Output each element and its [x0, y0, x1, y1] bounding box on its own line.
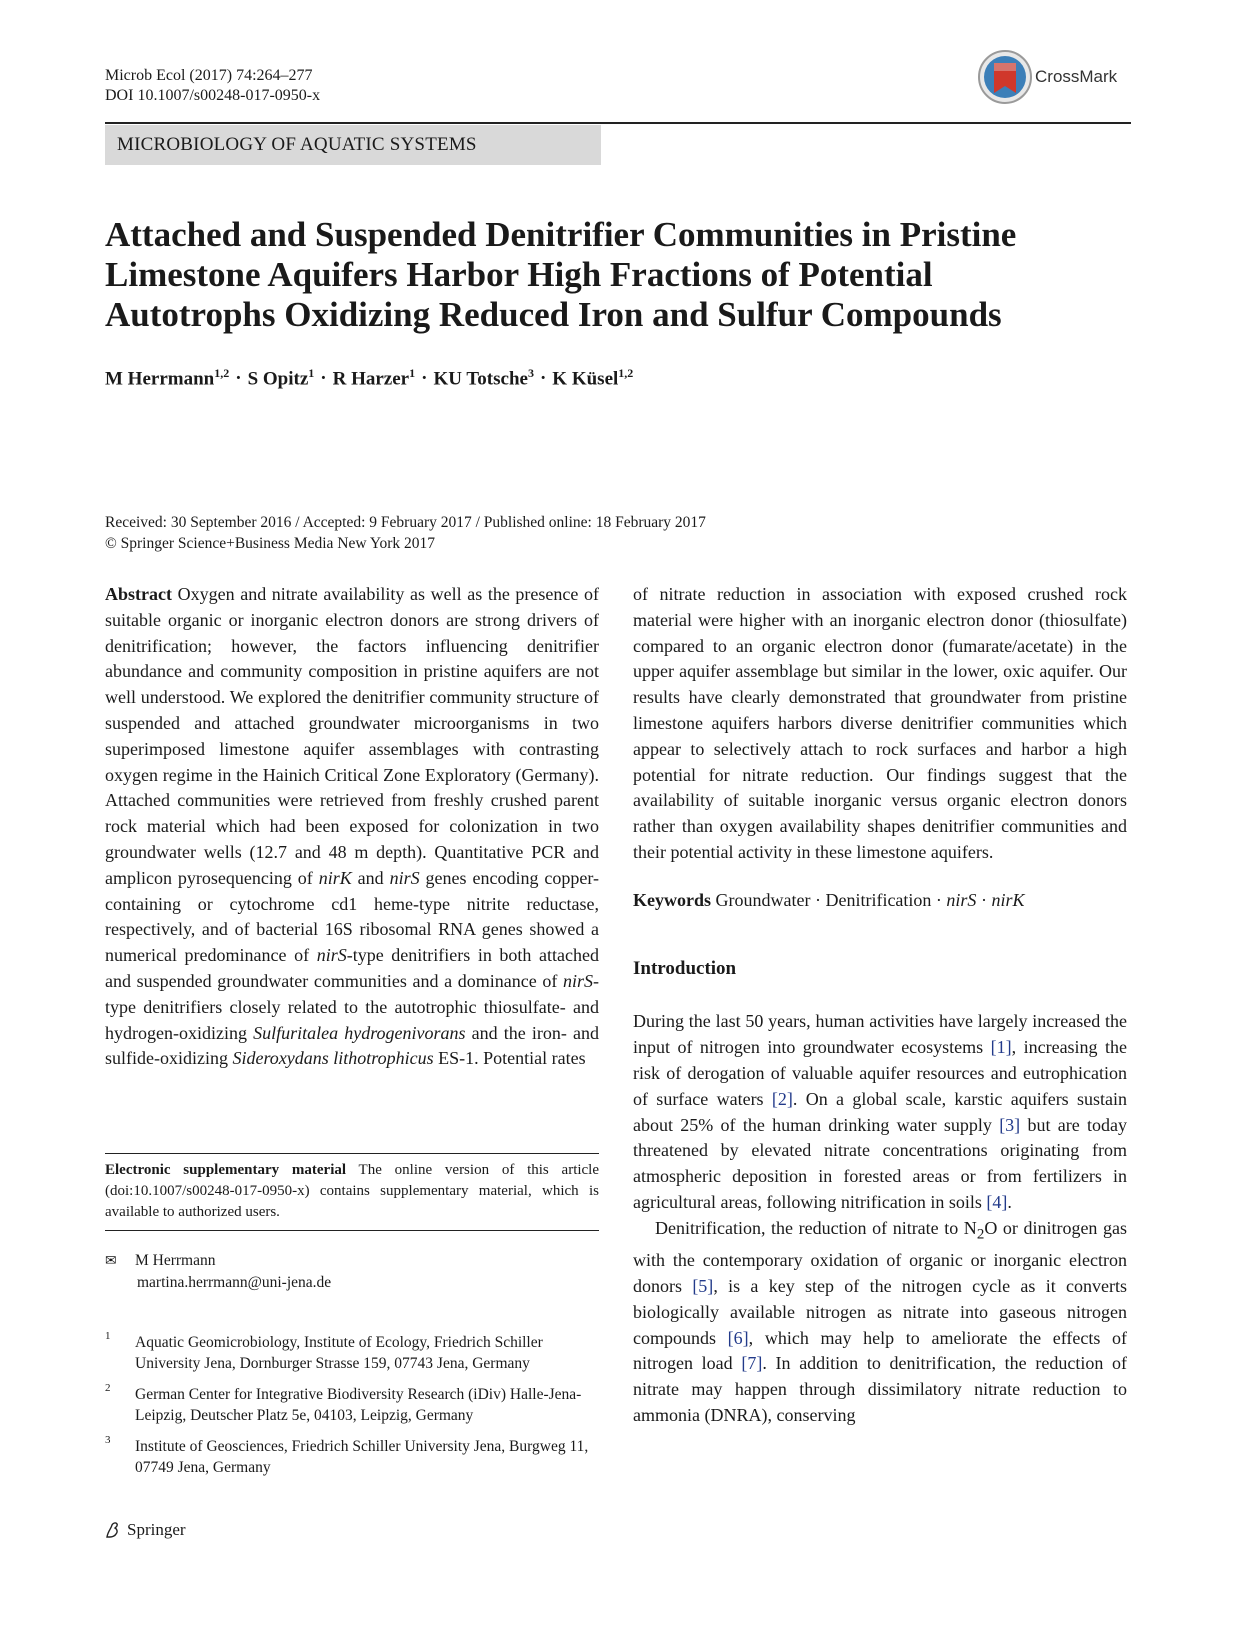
intro-text: O or dinitrogen gas with the contemporary oxidation of organic or inorganic electron donors: [633, 1217, 1127, 1296]
citation-link[interactable]: [3]: [999, 1114, 1021, 1135]
keywords-text: Groundwater · Denitrification ·: [711, 889, 947, 910]
author-separator: ·: [539, 368, 547, 390]
author-list: [105, 366, 633, 390]
gene-name: nirK: [318, 867, 352, 888]
journal-doi[interactable]: DOI 10.1007/s00248-017-0950-x: [105, 87, 321, 104]
esm-text: The online version of this article (doi:10.1007/s00248-017-0950-x) contains supplementary material, which is available to authorized users.: [105, 1162, 600, 1220]
affiliation-number: 1: [105, 1330, 111, 1342]
author-separator: ·: [421, 368, 428, 390]
abstract-continuation: of nitrate reduction in association with exposed crushed rock material were higher with an inorganic electron donor (thiosulfate) compared to an organic electron donor (fumarate/acetate) in the upper aquifer assemblage but similar in the lower, oxic aquifer. Our results have clearly demonstrated that groundwater from pristine limestone aquifers harbors diverse denitrifier communities which appear to selectively attach to rock surfaces and harbor a high potential for nitrate reduction. Our findings suggest that the availability of suitable inorganic versus organic electron donors rather than oxygen availability shapes denitrifier communities and their potential activity in these limestone aquifers.: [633, 584, 1127, 862]
title-line-3: Autotrophs Oxidizing Reduced Iron and Sulfur Compounds: [105, 295, 1002, 334]
esm-heading: Electronic supplementary material: [105, 1162, 347, 1178]
copyright-line: © Springer Science+Business Media New York 2017: [105, 535, 436, 552]
author-name[interactable]: M Herrmann: [105, 368, 215, 390]
author-name[interactable]: R Harzer: [332, 368, 410, 390]
affiliation: [105, 1332, 605, 1374]
publisher-name: Springer: [127, 1520, 186, 1539]
esm-rule: [105, 1153, 599, 1154]
citation-link[interactable]: [5]: [692, 1275, 714, 1296]
intro-text: During the last 50 years, human activities have largely increased the input of nitrogen into groundwater ecosystems: [633, 1011, 1127, 1058]
springer-horse-icon: [103, 1520, 123, 1540]
abstract-text: and: [351, 867, 390, 888]
intro-text: but are today threatened by elevated nitrate concentrations originating from atmospheric deposition in forested areas or from fertilizers in agricultural areas, following nitrification in soils: [633, 1114, 1127, 1212]
citation-link[interactable]: [2]: [771, 1088, 793, 1109]
section-label: MICROBIOLOGY OF AQUATIC SYSTEMS: [105, 125, 601, 165]
introduction-paragraph-1: [633, 1009, 1127, 1215]
intro-text: . In addition to denitrification, the reduction of nitrate may happen through dissimilatory nitrate reduction to ammonia (DNRA), conserving: [633, 1353, 1127, 1425]
journal-header: [105, 66, 320, 106]
abstract-heading: Abstract: [105, 584, 172, 604]
citation-link[interactable]: [6]: [727, 1327, 749, 1348]
esm-rule-bottom: [105, 1230, 599, 1231]
intro-text: Denitrification, the reduction of nitrate to N: [655, 1217, 977, 1238]
gene-name: nirS: [316, 945, 347, 966]
article-title: [105, 215, 1135, 335]
keyword-gene: nirS: [946, 889, 977, 910]
affiliation-text: Aquatic Geomicrobiology, Institute of Ecology, Friedrich Schiller University Jena, Dornburger Strasse 159, 07743 Jena, Germany: [135, 1334, 543, 1372]
abstract-text: and the iron- and sulfide-oxidizing: [105, 1022, 599, 1069]
subscript: 2: [976, 1226, 985, 1243]
crossmark-label: CrossMark: [1035, 67, 1118, 86]
affiliation-number: 2: [105, 1382, 111, 1394]
intro-text: , which may help to ameliorate the effects of nitrogen load: [633, 1327, 1128, 1374]
intro-text: .: [1007, 1191, 1012, 1212]
affiliation-number: 3: [105, 1434, 111, 1446]
intro-text: . On a global scale, karstic aquifers sustain about 25% of the human drinking water supply: [633, 1088, 1128, 1135]
esm-note: [105, 1160, 599, 1223]
abstract-text: ES-1. Potential rates: [433, 1048, 586, 1069]
gene-name: nirS: [389, 867, 420, 888]
author-affiliation: 3: [527, 366, 534, 380]
author-affiliation: 1: [409, 366, 416, 380]
keyword-separator: ·: [976, 889, 992, 910]
affiliation: [105, 1384, 605, 1426]
citation-link[interactable]: [4]: [986, 1191, 1008, 1212]
author-name[interactable]: K Küsel: [552, 368, 619, 390]
correspondence: [105, 1250, 331, 1293]
envelope-icon: ✉: [105, 1253, 117, 1269]
title-line-2: Limestone Aquifers Harbor High Fractions of Potential: [105, 255, 933, 294]
correspondence-email[interactable]: martina.herrmann@uni-jena.de: [137, 1274, 332, 1291]
author-name[interactable]: KU Totsche: [433, 368, 528, 390]
intro-text: , increasing the risk of derogation of valuable aquifer resources and eutrophication of surface waters: [633, 1037, 1127, 1109]
citation-link[interactable]: [1]: [990, 1037, 1012, 1058]
affiliation-text: German Center for Integrative Biodiversity Research (iDiv) Halle-Jena-Leipzig, Deutscher Platz 5e, 04103, Leipzig, Germany: [135, 1386, 582, 1424]
right-column: [633, 582, 1127, 1429]
affiliation-text: Institute of Geosciences, Friedrich Schiller University Jena, Burgweg 11, 07749 Jena, Germany: [135, 1438, 589, 1476]
intro-text: , is a key step of the nitrogen cycle as it converts biologically available nitrogen as nitrate into gaseous nitrogen compounds: [633, 1275, 1127, 1348]
author-affiliation: 1: [308, 366, 315, 380]
journal-citation: Microb Ecol (2017) 74:264–277: [105, 67, 313, 84]
author-name[interactable]: S Opitz: [247, 368, 309, 390]
introduction-paragraph-2: [633, 1216, 1127, 1429]
title-line-1: Attached and Suspended Denitrifier Communities in Pristine: [105, 215, 1017, 254]
citation-link[interactable]: [7]: [741, 1353, 763, 1374]
abstract-text: Oxygen and nitrate availability as well as the presence of suitable organic or inorganic electron donors are strong drivers of denitrification; however, the factors influencing denitrifier abundance and community composition in pristine aquifers are not well understood. We explored the denitrifier community structure of suspended and attached groundwater microorganisms in two superimposed limestone aquifer assemblages with contrasting oxygen regime in the Hainich Critical Zone Exploratory (Germany). Attached communities were retrieved from freshly crushed parent rock material which had been exposed for colonization in two groundwater wells (12.7 and 48 m depth). Quantitative PCR and amplicon pyrosequencing of: [105, 584, 599, 888]
correspondence-name: M Herrmann: [135, 1252, 216, 1269]
header-rule: [105, 122, 1131, 124]
species-name: Sideroxydans lithotrophicus: [232, 1048, 434, 1069]
abstract-column-left: [105, 582, 599, 1072]
abstract-paragraph: [105, 582, 599, 1072]
abstract-text: -type denitrifiers in both attached and suspended groundwater communities and a dominance of: [105, 945, 599, 991]
author-affiliation: 1,2: [214, 366, 230, 380]
gene-name: nirS: [562, 970, 593, 991]
keywords-heading: Keywords: [633, 889, 711, 910]
keywords: [633, 888, 1127, 914]
abstract-text: genes encoding copper-containing or cytochrome cd1 heme-type nitrite reductase, respectively, and of bacterial 16S ribosomal RNA genes showed a numerical predominance of: [105, 867, 599, 966]
crossmark-badge[interactable]: [977, 48, 1137, 106]
publisher-footer: [103, 1520, 186, 1540]
publication-history: [105, 512, 706, 554]
affiliation: [105, 1436, 605, 1478]
history-dates: Received: 30 September 2016 / Accepted: 9 February 2017 / Published online: 18 February 2017: [105, 514, 706, 531]
crossmark-icon: [977, 49, 1033, 105]
author-separator: ·: [320, 368, 327, 390]
abstract-text: -type denitrifiers closely related to the autotrophic thiosulfate- and hydrogen-oxidizing: [105, 970, 599, 1043]
author-separator: ·: [235, 368, 242, 390]
keyword-gene: nirK: [991, 889, 1025, 910]
author-affiliation: 1,2: [618, 366, 634, 380]
introduction-heading: Introduction: [633, 957, 737, 979]
species-name: Sulfuritalea hydrogenivorans: [253, 1022, 466, 1043]
